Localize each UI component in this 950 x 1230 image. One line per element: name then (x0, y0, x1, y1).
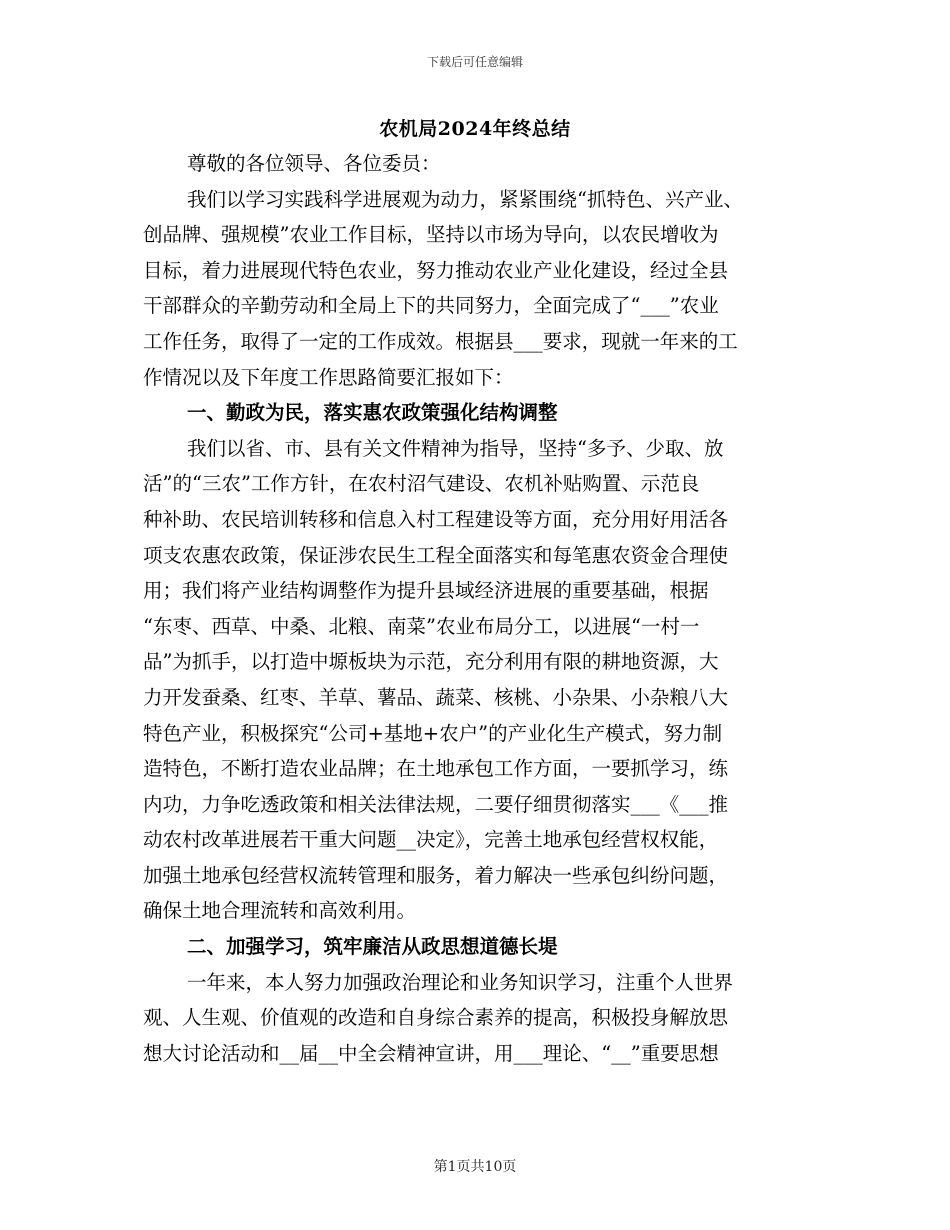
body-line: 创品牌、强规模”农业工作目标，坚持以市场为导向，以农民增收为 (143, 223, 719, 247)
body-line: 项支农惠农政策，保证涉农民生工程全面落实和每笔惠农资金合理使 (143, 543, 729, 567)
body-line: “东枣、西草、中桑、北粮、南菜”农业布局分工，以进展“一村一 (143, 614, 700, 638)
body-line: 作情况以及下年度工作思路简要汇报如下： (143, 365, 514, 389)
body-line: 我们以学习实践科学进展观为动力，紧紧围绕“抓特色、兴产业、 (187, 187, 743, 211)
body-line: 尊敬的各位领导、各位委员： (187, 152, 441, 175)
body-line: 力开发蚕桑、红枣、羊草、薯品、蔬菜、核桃、小杂果、小杂粮八大 (143, 685, 729, 709)
section-heading: 一、勤政为民，落实惠农政策强化结构调整 (187, 401, 558, 425)
document-title: 农机局2024年终总结 (379, 118, 571, 140)
page-footer: 第1页共10页 (433, 1159, 517, 1175)
body-line: 动农村改革进展若干重大问题__决定》，完善土地承包经营权权能， (143, 828, 719, 852)
document-body (143, 146, 813, 1071)
body-line: 品”为抓手，以打造中塬板块为示范，充分利用有限的耕地资源，大 (143, 650, 719, 674)
body-line: 活”的“三农”工作方针，在农村沼气建设、农机补贴购置、示范良 (143, 472, 700, 496)
body-line: 目标，着力进展现代特色农业，努力推动农业产业化建设，经过全县 (143, 258, 729, 282)
body-line: 工作任务，取得了一定的工作成效。根据县___要求，现就一年来的工 (143, 329, 738, 353)
body-line: 用；我们将产业结构调整作为提升县域经济进展的重要基础，根据 (143, 579, 709, 603)
body-line: 加强土地承包经营权流转管理和服务，着力解决一些承包纠纷问题， (143, 863, 729, 887)
body-line: 观、人生观、价值观的改造和自身综合素养的提高，积极投身解放思 (143, 1006, 729, 1030)
body-line: 造特色，不断打造农业品牌；在土地承包工作方面，一要抓学习，练 (143, 757, 729, 781)
section-heading: 二、加强学习，筑牢廉洁从政思想道德长堤 (187, 935, 558, 959)
body-line: 确保土地合理流转和高效利用。 (143, 899, 417, 923)
page-header: 下载后可任意编辑 (426, 55, 523, 69)
body-line: 干部群众的辛勤劳动和全局上下的共同努力，全面完成了“___”农业 (143, 294, 719, 318)
body-line: 特色产业，积极探究“公司+基地+农户”的产业化生产模式，努力制 (143, 721, 723, 745)
body-line: 一年来，本人努力加强政治理论和业务知识学习，注重个人世界 (187, 970, 734, 994)
body-line: 内功，力争吃透政策和相关法律法规，二要仔细贯彻落实___《___推 (143, 792, 729, 816)
body-line: 我们以省、市、县有关文件精神为指导，坚持“多予、少取、放 (187, 436, 724, 460)
body-line: 种补助、农民培训转移和信息入村工程建设等方面，充分用好用活各 (143, 507, 729, 531)
body-line: 想大讨论活动和__届__中全会精神宣讲，用___理论、“__”重要思想 (143, 1041, 719, 1065)
